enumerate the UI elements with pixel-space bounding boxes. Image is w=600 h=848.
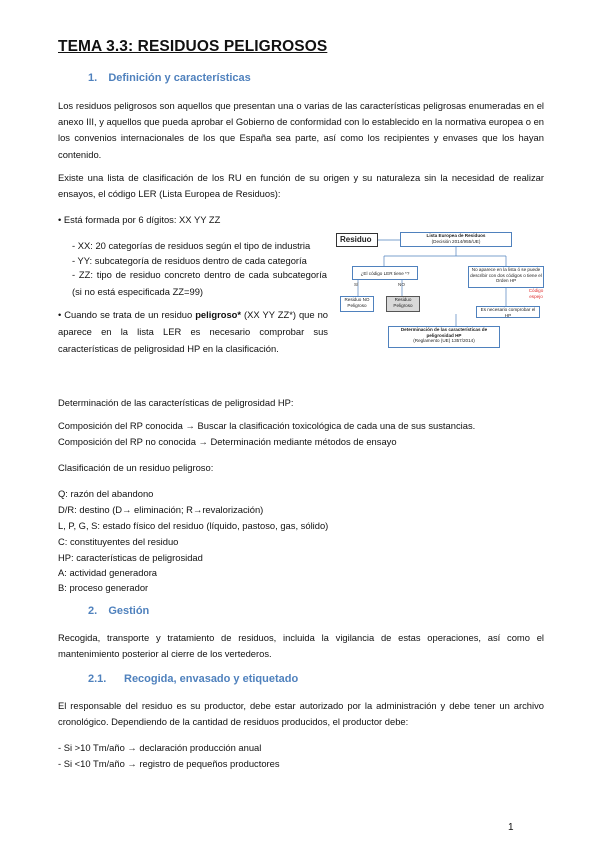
section-2-1-title: Recogida, envasado y etiquetado bbox=[124, 673, 299, 685]
productor-item-mayor: - Si >10 Tm/año → declaración producción anual bbox=[58, 742, 262, 753]
section-1-number: 1. bbox=[88, 72, 98, 84]
lista-europea-title: Lista Europea de Residuos bbox=[426, 233, 486, 238]
section-2-number: 2. bbox=[88, 605, 98, 617]
section-2-heading bbox=[88, 605, 149, 617]
no-label: NO bbox=[398, 282, 405, 287]
determinacion-heading: Determinación de las características de peligrosidad HP: bbox=[58, 397, 294, 408]
clasificacion-item-q: Q: razón del abandono bbox=[58, 488, 154, 499]
necesario-box: Es necesario comprobar el HP bbox=[476, 306, 540, 318]
residuo-peligroso-box: Residuo Peligroso bbox=[386, 296, 420, 312]
clasificacion-item-dr: D/R: destino (D→ eliminación; R→revalorización) bbox=[58, 504, 264, 515]
si-label: SÍ bbox=[354, 282, 359, 287]
sub-item-xx: - XX: 20 categorías de residuos según el tipo de industria bbox=[72, 240, 311, 251]
determinacion-reglamento: (Reglamento (UE) 1357/2014) bbox=[413, 338, 475, 343]
productor-item-menor: - Si <10 Tm/año → registro de pequeños productores bbox=[58, 758, 280, 769]
bullet-peligroso bbox=[58, 306, 328, 357]
no-aparece-box: No aparece en la lista ó se puede describir con dos códigos o tiene el Orden HP bbox=[468, 266, 544, 288]
section-1-title: Definición y características bbox=[108, 72, 251, 84]
composicion-conocida: Composición del RP conocida → Buscar la clasificación toxicológica de cada una de sus sustancias. bbox=[58, 420, 476, 431]
clasificacion-item-a: A: actividad generadora bbox=[58, 567, 158, 578]
ler-list-paragraph: Existe una lista de clasificación de los RU en función de su origen y su naturaleza sin la necesidad de realizar ensayos, el código LER (Lista Europea de Residuos): bbox=[58, 172, 544, 200]
composicion-no-conocida: Composición del RP no conocida → Determinación mediante métodos de ensayo bbox=[58, 436, 397, 447]
ler-flow-diagram bbox=[336, 226, 550, 350]
residuo-box: Residuo bbox=[336, 233, 378, 247]
determinacion-title: Determinación de las características de peligrosidad HP bbox=[400, 327, 488, 338]
clasificacion-item-lpgs: L, P, G, S: estado físico del residuo (líquido, pastoso, gas, sólido) bbox=[58, 520, 329, 531]
bullet-digits: • Está formada por 6 dígitos: XX YY ZZ bbox=[58, 214, 221, 225]
gestion-paragraph: Recogida, transporte y tratamiento de residuos, incluida la vigilancia de estas operaciones, así como el mantenimiento posterior al cierre de los vertederos. bbox=[58, 632, 544, 660]
sub-item-yy: - YY: subcategoría de residuos dentro de cada categoría bbox=[72, 255, 307, 266]
codigo-espejo-note: Código espejo bbox=[528, 288, 544, 299]
clasificacion-item-b: B: proceso generador bbox=[58, 582, 149, 593]
determinacion-box bbox=[388, 326, 500, 348]
lista-europea-box bbox=[400, 232, 512, 247]
section-1-heading bbox=[88, 72, 251, 84]
section-2-1-number: 2.1. bbox=[88, 673, 107, 685]
page-title: TEMA 3.3: RESIDUOS PELIGROSOS bbox=[58, 38, 328, 55]
bullet-peligroso-bold: peligroso* bbox=[195, 309, 242, 320]
question-box: ¿El código LER tiene *? bbox=[352, 266, 418, 280]
section-2-title: Gestión bbox=[108, 605, 150, 617]
clasificacion-heading: Clasificación de un residuo peligroso: bbox=[58, 462, 214, 473]
residuo-no-peligroso-box: Residuo NO Peligroso bbox=[340, 296, 374, 312]
bullet-peligroso-prefix: • Cuando se trata de un residuo bbox=[58, 309, 196, 320]
sub-item-zz: - ZZ: tipo de residuo concreto dentro de cada subcategoría (si no está especificada ZZ=99) bbox=[72, 269, 327, 297]
lista-europea-sub: (Decisión 2014/955/UE) bbox=[431, 238, 481, 244]
responsable-paragraph: El responsable del residuo es su productor, debe estar autorizado por la administración y debe tener un archivo cronológico. Dependiendo de la cantidad de residuos producidos, el productor debe: bbox=[58, 700, 544, 728]
bullet-peligroso-suffix: (XX YY ZZ*) que no aparece en la lista LER es necesario comprobar sus características de peligrosidad HP en la clasificación. bbox=[58, 309, 328, 354]
clasificacion-item-hp: HP: características de peligrosidad bbox=[58, 552, 203, 563]
page-number: 1 bbox=[508, 822, 514, 833]
clasificacion-item-c: C: constituyentes del residuo bbox=[58, 536, 179, 547]
intro-paragraph: Los residuos peligrosos son aquellos que presentan una o varias de las características peligrosas enumeradas en el anexo III, y aquellos que pueda aprobar el Gobierno de conformidad con lo establecido en la normativa europea o en los convenios internacionales de los que España sea parte, así como los recipientes y envases que los hayan contenido. bbox=[58, 100, 544, 160]
section-2-1-heading bbox=[88, 673, 298, 685]
